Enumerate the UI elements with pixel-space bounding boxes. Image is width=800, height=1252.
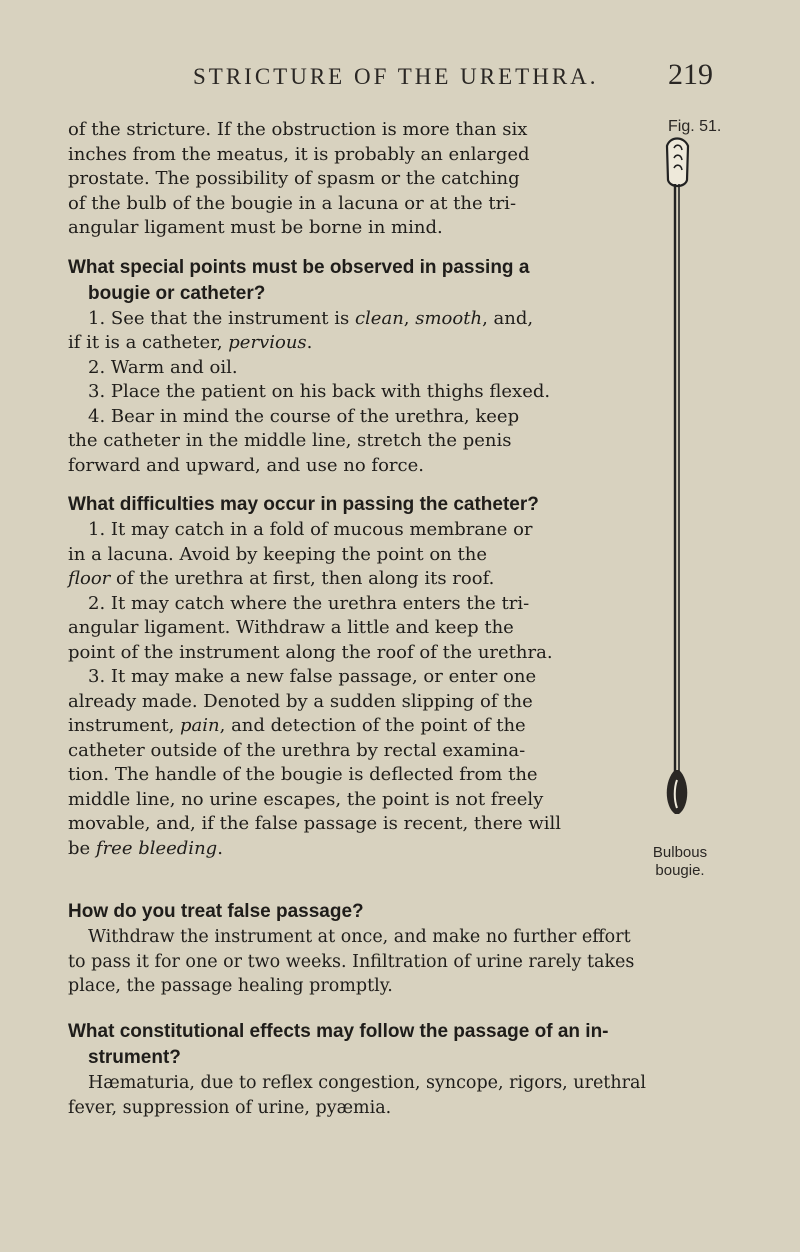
- question-heading-cont: bougie or catheter?: [88, 282, 266, 304]
- question-heading-cont: strument?: [88, 1047, 181, 1068]
- bougie-illustration: [618, 114, 728, 834]
- intro-line: of the stricture. If the obstruction is more than six: [68, 119, 528, 140]
- question-heading: What difficulties may occur in passing the catheter?: [68, 494, 539, 515]
- answer-line: Withdraw the instrument at once, and make no further effort: [88, 927, 631, 947]
- emphasis-clean: clean: [354, 307, 404, 329]
- figure-caption: [630, 844, 730, 880]
- figure-bulbous-bougie: [618, 114, 728, 879]
- text-run: , and,: [482, 307, 534, 329]
- text-run: instrument,: [68, 715, 181, 736]
- answer-item-1-cont: in a lacuna. Avoid by keeping the point on the: [68, 543, 487, 565]
- answer-item-2-cont: angular ligament. Withdraw a little and keep the: [68, 617, 514, 638]
- answer-item-3: 3. It may make a new false passage, or enter one: [88, 666, 537, 687]
- answer-item-1: [68, 307, 613, 332]
- intro-line: of the bulb of the bougie in a lacuna or at the tri-: [68, 192, 517, 214]
- answer-item-3-cont: [68, 714, 613, 739]
- answer-item-3-cont: already made. Denoted by a sudden slipping of the: [68, 690, 533, 712]
- answer-item-1: 1. It may catch in a fold of mucous membrane or: [88, 519, 533, 540]
- emphasis-pervious: pervious: [228, 332, 307, 353]
- question-block-constitutional: [68, 1019, 748, 1120]
- emphasis-smooth: smooth: [415, 307, 483, 329]
- text-run: .: [217, 837, 223, 859]
- answer-item-2-cont: point of the instrument along the roof of the urethra.: [68, 641, 553, 663]
- answer-item-3-cont: movable, and, if the false passage is recent, there will: [68, 813, 562, 834]
- intro-line: angular ligament must be borne in mind.: [68, 217, 443, 238]
- text-run: ,: [403, 307, 416, 329]
- figure-caption-line2: bougie.: [655, 862, 705, 879]
- answer-item-1-cont: [68, 331, 613, 356]
- question-block-passing: [68, 255, 613, 479]
- page-number: 219: [668, 58, 713, 91]
- answer-item-3-cont: [68, 837, 613, 862]
- question-heading: What special points must be observed in passing a: [68, 256, 530, 278]
- emphasis-pain: pain: [180, 715, 220, 736]
- text-run: .: [306, 332, 313, 353]
- answer-item-4: 4. Bear in mind the course of the urethra, keep: [88, 405, 520, 427]
- question-block-false-passage: [68, 899, 748, 999]
- text-run: if it is a catheter,: [68, 332, 229, 353]
- answer-item-1-cont: [68, 567, 613, 592]
- answer-line: place, the passage healing promptly.: [68, 976, 393, 996]
- question-heading: What constitutional effects may follow the passage of an in-: [68, 1021, 609, 1042]
- emphasis-free-bleeding: free bleeding: [95, 837, 218, 859]
- text-run: be: [68, 837, 96, 859]
- running-head-title: STRICTURE OF THE URETHRA.: [193, 64, 599, 89]
- answer-item-4-cont: forward and upward, and use no force.: [68, 454, 424, 476]
- figure-label: Fig. 51.: [668, 118, 722, 135]
- text-run: 1. See that the instrument is: [88, 307, 355, 329]
- answer-item-2: 2. It may catch where the urethra enters the tri-: [88, 592, 530, 614]
- answer-line: Hæmaturia, due to reflex congestion, syncope, rigors, urethral: [88, 1073, 647, 1093]
- text-run: of the urethra at first, then along its roof.: [110, 568, 495, 589]
- answer-line: fever, suppression of urine, pyæmia.: [68, 1097, 392, 1118]
- answer-item-2: 2. Warm and oil.: [88, 356, 238, 378]
- answer-item-3-cont: catheter outside of the urethra by rectal examina-: [68, 739, 526, 761]
- intro-paragraph: [68, 118, 613, 241]
- emphasis-floor: floor: [68, 568, 111, 589]
- answer-item-3-cont: middle line, no urine escapes, the point is not freely: [68, 788, 544, 810]
- answer-line: to pass it for one or two weeks. Infiltration of urine rarely takes: [68, 951, 635, 972]
- answer-item-3-cont: tion. The handle of the bougie is deflected from the: [68, 764, 538, 785]
- intro-line: inches from the meatus, it is probably an enlarged: [68, 143, 530, 165]
- question-block-difficulties: [68, 492, 613, 861]
- main-column: [68, 118, 613, 861]
- intro-line: prostate. The possibility of spasm or the catching: [68, 168, 520, 189]
- question-heading: How do you treat false passage?: [68, 901, 364, 922]
- answer-item-3: 3. Place the patient on his back with thighs flexed.: [88, 381, 551, 402]
- figure-caption-line1: Bulbous: [652, 844, 708, 861]
- text-run: , and detection of the point of the: [219, 715, 526, 736]
- answer-item-4-cont: the catheter in the middle line, stretch the penis: [68, 430, 512, 451]
